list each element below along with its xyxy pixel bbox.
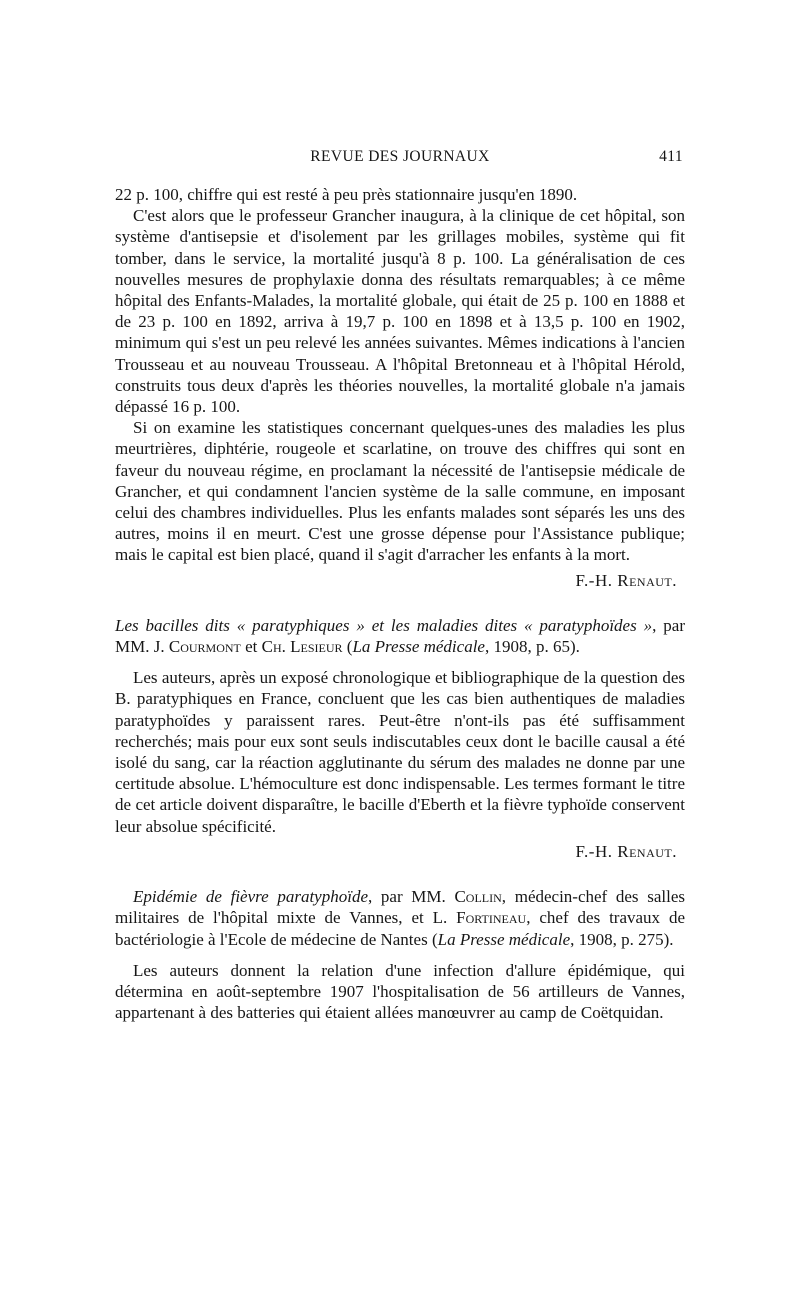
article3-author-1: Collin <box>454 887 502 907</box>
article1-signature: F.-H. Renaut. <box>575 570 677 590</box>
article2-journal: La Presse médicale <box>352 637 485 657</box>
article3-title: Epidémie de fièvre paratyphoïde <box>133 887 368 907</box>
journal-page <box>115 146 685 1023</box>
article3-by: , par MM. <box>368 887 455 907</box>
article3-affiliation-2: , chef des travaux de bactériologie à l'Ecole de médecine de Nantes ( <box>115 908 685 949</box>
article3-author-2: Fortineau <box>456 908 527 928</box>
article2-by: , par MM. J. <box>115 615 685 657</box>
article1-paragraph-2: C'est alors que le professeur Grancher inaugura, à la clinique de cet hôpital, son système d'antisepsie et d'isolement par les grillages mobiles, système qui fit tomber, dans le service, la mortalité jusqu'à 8 p. 100. La généralisation de ces nouvelles mesures de prophylaxie donna des résultats remarquables; à ce même hôpital des Enfants-Malades, la mortalité globale, qui était de 25 p. 100 en 1888 et de 23 p. 100 en 1892, arriva à 19,7 p. 100 en 1898 et à 13,5 p. 100 en 1902, minimum qui s'est un peu relevé les années suivantes. Mêmes indications à l'ancien Trousseau et au nouveau Trousseau. A l'hôpital Bretonneau et à l'hôpital Hérold, construits tous deux d'après les théories nouvelles, la mortalité globale n'a jamais dépassé 16 p. 100. <box>115 206 685 417</box>
article2-title: Les bacilles dits « paratyphiques » et les maladies dites « paratyphoïdes » <box>115 615 653 635</box>
article2-author-1: Courmont <box>168 637 241 657</box>
running-header <box>115 146 685 168</box>
running-title: REVUE DES JOURNAUX <box>310 148 490 165</box>
section-gap <box>115 603 685 615</box>
page-number: 411 <box>659 148 683 165</box>
article2-and: et <box>240 637 262 657</box>
article3-body: Les auteurs donnent la relation d'une infection d'allure épidémique, qui détermina en août-septembre 1907 l'hospitalisation de 56 artilleurs de Vannes, appartenant à des batteries qui étaient allées manœuvrer au camp de Coëtquidan. <box>115 960 685 1023</box>
article3-affiliation-1: , médecin-chef des salles militaires de l'hôpital mixte de Vannes, et L. <box>115 887 685 928</box>
article3-reference <box>115 886 685 950</box>
article3-journal: La Presse médicale <box>437 929 571 949</box>
section-gap-2 <box>115 874 685 886</box>
article1-paragraph-3: Si on examine les statistiques concernant quelques-unes des maladies les plus meurtrières, diphtérie, rougeole et scarlatine, on trouve des chiffres qui sont en faveur du nouveau régime, en proclamant la nécessité de l'antisepsie médicale de Grancher, et qui condamnent l'ancien système de la salle commune, en imposant celui des chambres individuelles. Plus les enfants malades sont séparés les uns des autres, moins il en meurt. C'est une grosse dépense pour l'Assistance publique; mais le capital est bien placé, quand il s'agit d'arracher les enfants à la mort. <box>115 418 685 565</box>
article3-citation-tail: , 1908, p. 275). <box>570 929 674 949</box>
article1-paragraph-1: 22 p. 100, chiffre qui est resté à peu près stationnaire jusqu'en 1890. <box>115 185 578 204</box>
article2-journal-open: ( <box>342 637 353 657</box>
article2-citation-tail: , 1908, p. 65). <box>484 637 580 657</box>
article2-author-2: Ch. Lesieur <box>261 637 343 657</box>
article2-signature: F.-H. Renaut. <box>575 841 677 861</box>
article2-reference <box>115 615 685 657</box>
article2-body: Les auteurs, après un exposé chronologique et bibliographique de la question des B. paratyphiques en France, concluent que les cas bien authentiques de maladies paratyphoïdes y paraissent rares. Peut-être n'ont-ils pas été suffisamment recherchés; mais pour eux sont seuls indiscutables ceux dont le bacille causal a été isolé du sang, car la réaction agglutinante du sérum des malades ne donne par une certitude absolue. L'hémoculture est donc indispensable. Les termes formant le titre de cet article doivent disparaître, le bacille d'Eberth et la fièvre typhoïde conservent leur absolue spécificité. <box>115 668 685 836</box>
